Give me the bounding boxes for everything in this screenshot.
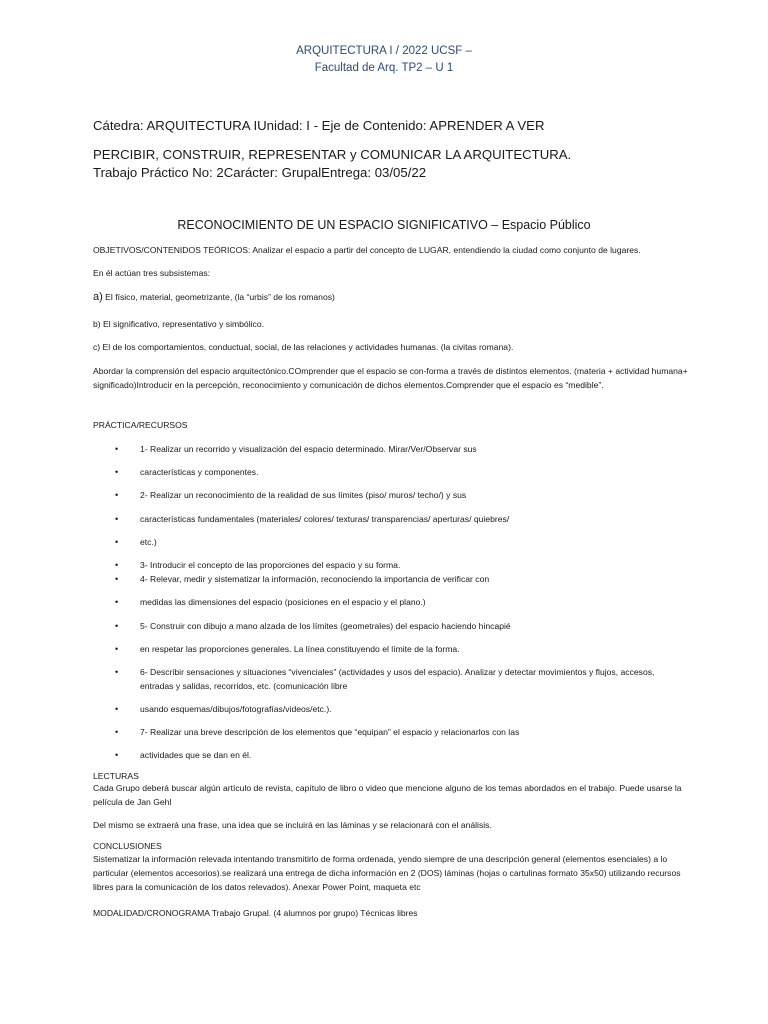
subsistema-a-letter: a) — [93, 291, 103, 303]
bullet-text: 4- Relevar, medir y sistematizar la información, reconociendo la importancia de verificar con — [140, 574, 490, 584]
bullet-dot: • — [115, 621, 119, 631]
practica-heading: PRÁCTICA/RECURSOS — [93, 420, 188, 430]
header-line-2: Facultad de Arq. TP2 – U 1 — [314, 62, 454, 74]
bullet-dot: • — [115, 704, 119, 714]
trabajo-practico-line: Trabajo Práctico No: 2Carácter: GrupalEntrega: 03/05/22 — [93, 165, 427, 180]
bullet-text: usando esquemas/dibujos/fotografías/videos/etc.). — [140, 704, 332, 714]
bullet-text: características y componentes. — [140, 467, 259, 477]
bullet-text: medidas las dimensiones del espacio (posiciones en el espacio y el plano.) — [140, 597, 426, 607]
bullet-text: 7- Realizar una breve descripción de los elementos que “equipan” el espacio y relacionarlos con las — [140, 727, 520, 737]
bullet-text: características fundamentales (materiales/ colores/ texturas/ transparencias/ aperturas/ quiebres/ — [140, 514, 510, 524]
modalidad-line: MODALIDAD/CRONOGRAMA Trabajo Grupal. (4 alumnos por grupo) Técnicas libres — [93, 908, 418, 918]
lecturas-heading: LECTURAS — [93, 771, 139, 781]
del-mismo-paragraph: Del mismo se extraerá una frase, una idea que se incluirá en las láminas y se relacionará con el análisis. — [93, 820, 492, 830]
bullet-dot: • — [115, 490, 119, 500]
subsistema-c: c) El de los comportamientos, conductual, social, de las relaciones y actividades humanas. (la civitas romana). — [93, 342, 514, 352]
conclusiones-heading: CONCLUSIONES — [93, 841, 162, 851]
conclusiones-paragraph: Sistematizar la información relevada intentando transmitirlo de forma ordenada, yendo siempre de una descripción general (elementos esenciales) a lo particular (elementos accesorios).se realizará una entrega de dicha información en 2 (DOS) láminas (hojas o cartulinas formato 35x50) utilizando recursos libres para la comunicación de los datos relevados). Anexar Power Point, maqueta etc — [93, 854, 681, 892]
lecturas-paragraph: Cada Grupo deberá buscar algún artículo de revista, capítulo de libro o video que mencione alguno de los temas abordados en el trabajo. Puede usarse la película de Jan Gehl — [93, 783, 682, 807]
subsistema-a — [93, 290, 688, 304]
bullet-text: actividades que se dan en él. — [140, 750, 252, 760]
bullet-text: en respetar las proporciones generales. La línea constituyendo el límite de la forma. — [140, 644, 460, 654]
abordar-paragraph: Abordar la comprensión del espacio arquitectónico.COmprender que el espacio se con-forma a través de distintos elementos. (materia + actividad humana+ significado)Introducir en la percepción, reconocimiento y comunicación de dichos elementos.Comprender que el espacio es “medible”. — [93, 366, 688, 390]
bullet-text: 1- Realizar un recorrido y visualización del espacio determinado. Mirar/Ver/Observar sus — [140, 444, 477, 454]
bullet-dot: • — [115, 537, 119, 547]
bullet-dot: • — [115, 467, 119, 477]
bullet-text: 3- Introducir el concepto de las proporciones del espacio y su forma. — [140, 560, 401, 570]
subsistema-a-text: El físico, material, geometrizante, (la “urbis” de los romanos) — [102, 292, 335, 302]
bullet-text: 2- Realizar un reconocimiento de la realidad de sus límites (piso/ muros/ techo/) y sus — [140, 490, 467, 500]
bullet-dot: • — [115, 727, 119, 737]
document-header — [0, 43, 768, 77]
bullet-text: 6- Describir sensaciones y situaciones “vivenciales” (actividades y usos del espacio). Analizar y detectar movimientos y flujos, accesos, entradas y salidas, recorridos, etc. (comunicación libre — [140, 667, 655, 691]
bullet-dot: • — [115, 667, 119, 677]
bullet-dot: • — [115, 560, 119, 570]
objetivos-paragraph: OBJETIVOS/CONTENIDOS TEÓRICOS: Analizar el espacio a partir del concepto de LUGAR, entendiendo la ciudad como conjunto de lugares. — [93, 245, 641, 255]
document-title: RECONOCIMIENTO DE UN ESPACIO SIGNIFICATIVO – Espacio Público — [177, 218, 591, 232]
bullet-dot: • — [115, 597, 119, 607]
subsistemas-intro: En él actúan tres subsistemas: — [93, 268, 211, 278]
catedra-line: Cátedra: ARQUITECTURA IUnidad: I - Eje de Contenido: APRENDER A VER — [93, 118, 545, 133]
bullet-dot: • — [115, 574, 119, 584]
bullet-dot: • — [115, 750, 119, 760]
bullet-text: 5- Construir con dibujo a mano alzada de los límites (geometrales) del espacio haciendo hincapié — [140, 621, 511, 631]
bullet-dot: • — [115, 514, 119, 524]
percibir-line: PERCIBIR, CONSTRUIR, REPRESENTAR y COMUNICAR LA ARQUITECTURA. — [93, 147, 572, 162]
bullet-dot: • — [115, 644, 119, 654]
bullet-dot: • — [115, 444, 119, 454]
bullet-text: etc.) — [140, 537, 157, 547]
header-line-1: ARQUITECTURA I / 2022 UCSF – — [296, 45, 472, 57]
subsistema-b: b) El significativo, representativo y simbólico. — [93, 319, 264, 329]
catedra-block — [93, 117, 733, 182]
